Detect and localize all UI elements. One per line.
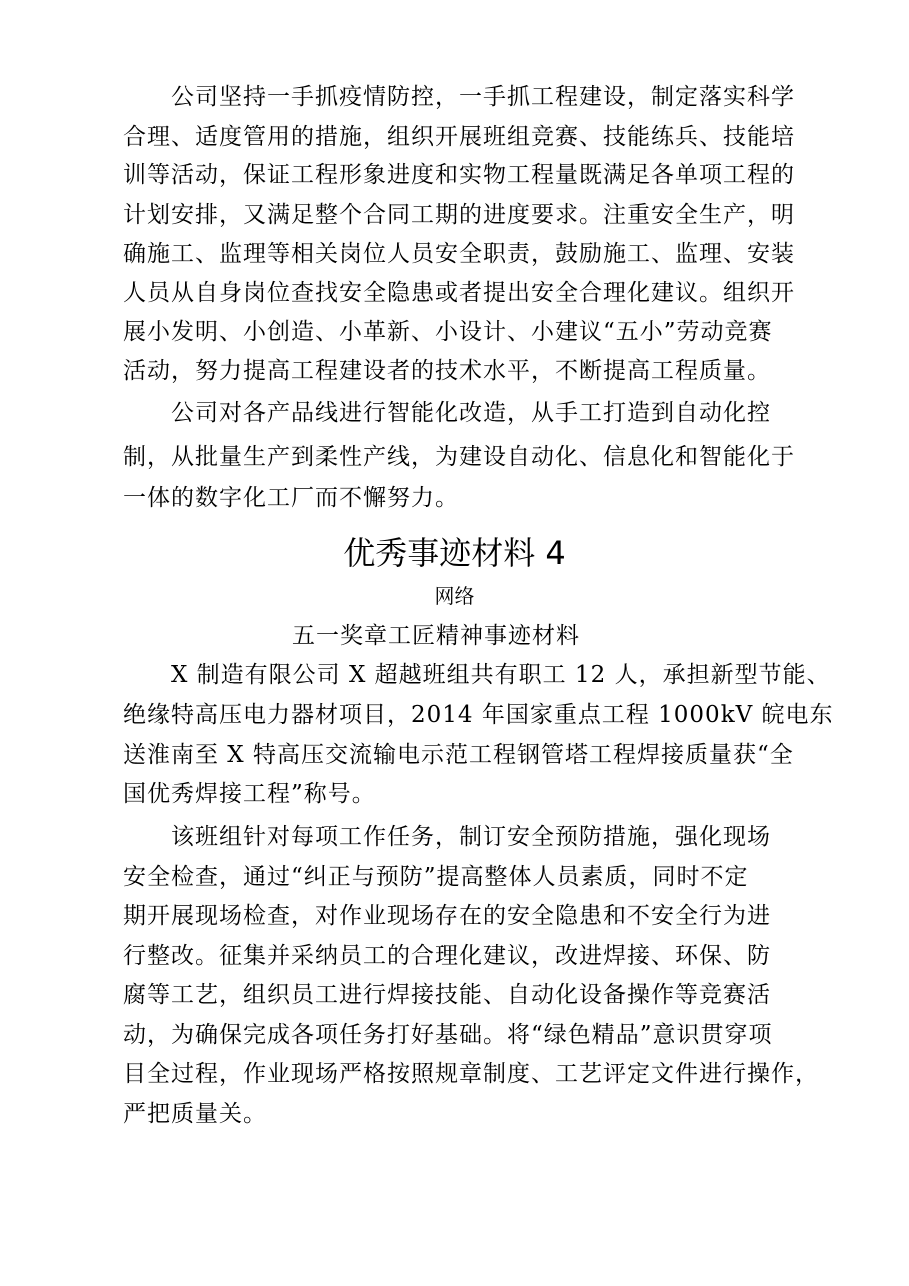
text-line: 一体的数字化工厂而不懈努力。 <box>123 485 459 511</box>
text-line: 公司坚持一手抓疫情防控，一手抓工程建设，制定落实科学 <box>171 84 795 110</box>
text-line: 期开展现场检查，对作业现场存在的安全隐患和不安全行为进 <box>123 903 771 929</box>
text-line: 公司对各产品线进行智能化改造，从手工打造到自动化控 <box>171 400 771 426</box>
text-line: 动，为确保完成各项任务打好基础。将“绿色精品”意识贯穿项 <box>123 1022 773 1048</box>
text-line: 制，从批量生产到柔性产线，为建设自动化、信息化和智能化于 <box>123 444 795 470</box>
source-label: 网络 <box>434 584 475 608</box>
text-line: 该班组针对每项工作任务，制订安全预防措施，强化现场 <box>171 824 771 850</box>
text-line: 人员从自身岗位查找安全隐患或者提出安全合理化建议。组织开 <box>123 280 795 306</box>
text-line: 绝缘特高压电力器材项目，2014 年国家重点工程 1000kV 皖电东 <box>123 702 834 728</box>
text-line: 行整改。征集并采纳员工的合理化建议，改进焊接、环保、防 <box>123 943 771 969</box>
text-line: 合理、适度管用的措施，组织开展班组竞赛、技能练兵、技能培 <box>123 124 795 150</box>
text-line: 活动，努力提高工程建设者的技术水平，不断提高工程质量。 <box>123 358 771 384</box>
text-line: 国优秀焊接工程”称号。 <box>123 781 376 807</box>
text-line: 安全检查，通过“纠正与预防”提高整体人员素质，同时不定 <box>123 864 749 890</box>
text-line: 训等活动，保证工程形象进度和实物工程量既满足各单项工程的 <box>123 162 795 188</box>
text-line: 计划安排，又满足整个合同工期的进度要求。注重安全生产，明 <box>123 202 795 228</box>
text-line: 展小发明、小创造、小革新、小设计、小建议“五小”劳动竞赛 <box>123 319 773 345</box>
section-subtitle: 五一奖章工匠精神事迹材料 <box>292 623 580 649</box>
section-title: 优秀事迹材料 4 <box>343 534 566 572</box>
text-line: 腐等工艺，组织员工进行焊接技能、自动化设备操作等竞赛活 <box>123 982 771 1008</box>
text-line: 送淮南至 X 特高压交流输电示范工程钢管塔工程焊接质量获“全 <box>123 742 794 768</box>
text-line: 确施工、监理等相关岗位人员安全职责，鼓励施工、监理、安装 <box>123 241 795 267</box>
text-line: 目全过程，作业现场严格按照规章制度、工艺评定文件进行操作， <box>123 1061 819 1087</box>
text-line: 严把质量关。 <box>123 1101 267 1127</box>
text-line: X 制造有限公司 X 超越班组共有职工 12 人，承担新型节能、 <box>171 662 831 688</box>
